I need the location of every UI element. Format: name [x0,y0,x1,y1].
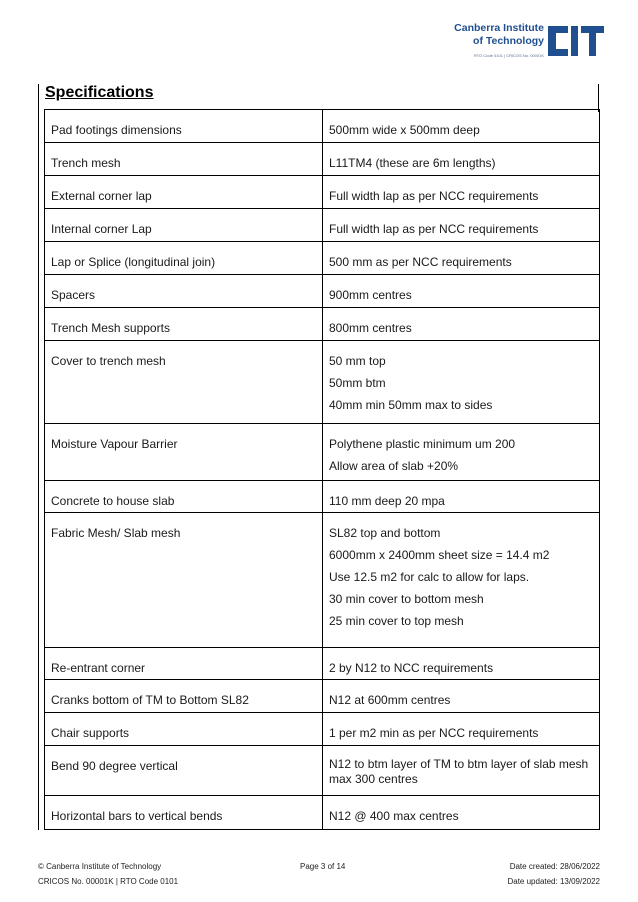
table-row [45,648,600,680]
spec-value: L11TM4 (these are 6m lengths) [329,156,496,170]
spec-label-cell [45,481,323,513]
spec-label-cell [45,424,323,481]
spec-label: Moisture Vapour Barrier [51,437,178,451]
table-row [45,341,600,424]
spec-value-cell [323,513,600,648]
spec-label: External corner lap [51,189,152,203]
table-row [45,242,600,275]
spec-label: Chair supports [51,726,130,740]
cit-logo [446,22,606,64]
spec-label-cell [45,143,323,176]
spec-value-cell [323,209,600,242]
spec-value-cell [323,110,600,143]
spec-label: Re-entrant corner [51,661,146,675]
spec-label-cell [45,680,323,713]
spec-value-cell [323,648,600,680]
spec-value-cell [323,143,600,176]
spec-label-cell [45,176,323,209]
spec-value: 50 mm top [329,354,386,368]
spec-value: N12 to btm layer of TM to btm layer of slab mesh max 300 centres [329,757,589,786]
spec-value-cell [323,481,600,513]
logo-wordmark [454,22,544,48]
spec-value: N12 at 600mm centres [329,693,451,707]
spec-value-cell [323,713,600,746]
spec-value: 800mm centres [329,321,412,335]
spec-value: Use 12.5 m2 for calc to allow for laps. [329,570,530,584]
spec-label-cell [45,110,323,143]
spec-label: Fabric Mesh/ Slab mesh [51,526,181,540]
spec-label-cell [45,308,323,341]
section-heading: Specifications [45,84,154,101]
table-row [45,176,600,209]
table-row [45,143,600,176]
spec-label-cell [45,796,323,830]
footer-date-updated: Date updated: 13/09/2022 [507,877,600,886]
table-row [45,110,600,143]
spec-label-cell [45,513,323,648]
spec-value-cell [323,680,600,713]
spec-label: Horizontal bars to vertical bends [51,809,223,823]
footer-cricos: CRICOS No. 00001K | RTO Code 0101 [38,877,179,886]
spec-value: Full width lap as per NCC requirements [329,189,539,203]
spec-value: 6000mm x 2400mm sheet size = 14.4 m2 [329,548,550,562]
table-row [45,308,600,341]
spec-label: Concrete to house slab [51,494,175,508]
footer-copyright: © Canberra Institute of Technology [38,862,162,871]
spec-value: Allow area of slab +20% [329,459,459,473]
spec-value: 50mm btm [329,376,386,390]
spec-value: Polythene plastic minimum um 200 [329,437,516,451]
right-margin-rule [598,84,599,112]
spec-label: Cover to trench mesh [51,354,166,368]
spec-value: 500 mm as per NCC requirements [329,255,512,269]
spec-label-cell [45,242,323,275]
spec-value-cell [323,424,600,481]
spec-label-cell [45,713,323,746]
spec-label: Trench mesh [51,156,121,170]
table-row [45,713,600,746]
spec-label: Trench Mesh supports [51,321,170,335]
spec-value: 30 min cover to bottom mesh [329,592,484,606]
logo-line-2: of Technology [473,35,544,47]
spec-value: SL82 top and bottom [329,526,441,540]
spec-label: Bend 90 degree vertical [51,759,178,773]
spec-value: 900mm centres [329,288,412,302]
spec-label: Pad footings dimensions [51,123,182,137]
spec-label-cell [45,209,323,242]
spec-value-cell [323,176,600,209]
spec-label-cell [45,341,323,424]
spec-value: 500mm wide x 500mm deep [329,123,480,137]
logo-registration: RTO Code 0101 | CRICOS No. 00001K [473,53,544,58]
specifications-table [44,109,600,830]
spec-label-cell [45,746,323,796]
table-row [45,424,600,481]
footer-page-number: Page 3 of 14 [300,862,346,871]
cit-logo-mark-icon [546,24,606,58]
table-row [45,481,600,513]
spec-value-cell [323,746,600,796]
table-row [45,746,600,796]
table-row [45,680,600,713]
spec-value-cell [323,242,600,275]
spec-value: 40mm min 50mm max to sides [329,398,493,412]
spec-value: N12 @ 400 max centres [329,809,459,823]
table-row [45,209,600,242]
left-margin-rule [38,84,39,830]
spec-label: Cranks bottom of TM to Bottom SL82 [51,693,249,707]
footer-date-created: Date created: 28/06/2022 [509,862,600,871]
spec-label-cell [45,275,323,308]
spec-value: 1 per m2 min as per NCC requirements [329,726,539,740]
spec-value: 110 mm deep 20 mpa [329,494,445,508]
spec-value-cell [323,341,600,424]
spec-value: 25 min cover to top mesh [329,614,464,628]
spec-label: Internal corner Lap [51,222,152,236]
spec-value-cell [323,308,600,341]
logo-line-1: Canberra Institute [454,22,544,34]
table-row [45,796,600,830]
table-row [45,513,600,648]
table-row [45,275,600,308]
spec-value-cell [323,275,600,308]
spec-label: Lap or Splice (longitudinal join) [51,255,216,269]
spec-value: Full width lap as per NCC requirements [329,222,539,236]
spec-value-cell [323,796,600,830]
spec-value: 2 by N12 to NCC requirements [329,661,494,675]
spec-label: Spacers [51,288,96,302]
spec-label-cell [45,648,323,680]
